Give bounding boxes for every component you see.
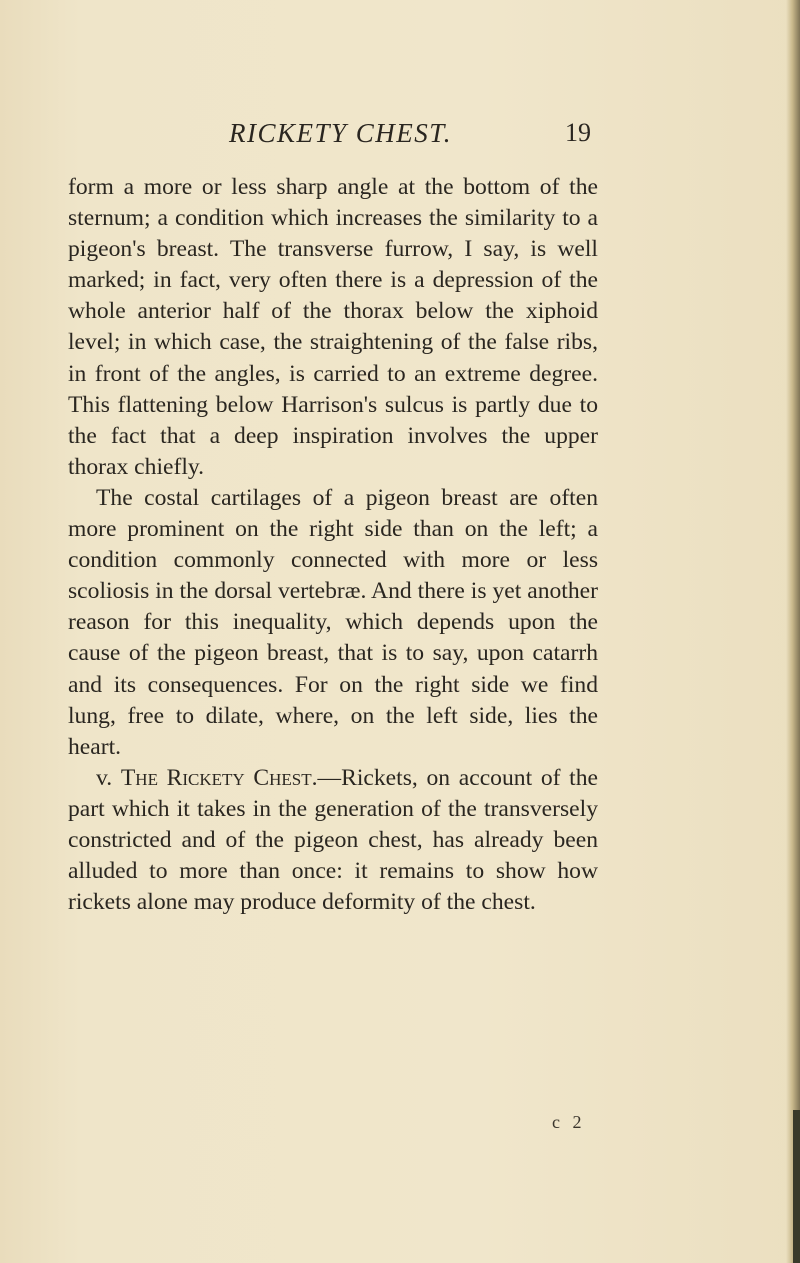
section-numeral: v.: [96, 764, 113, 791]
page-header: [0, 118, 800, 158]
body-text: [68, 172, 598, 918]
signature-mark: c 2: [552, 1112, 586, 1132]
section-text: —Rickets, on account of the part which it takes in the generation of the transversely constricted and of the pigeon chest, has already been alluded to more than once: it remains to show how rickets alone may produce deformity of the chest.: [68, 764, 598, 916]
page-edge-mark: [793, 1110, 800, 1263]
page-edge-shadow: [786, 0, 800, 1263]
paragraph-continuation: form a more or less sharp angle at the bottom of the sternum; a condition which increases the similarity to a pigeon's breast. The transverse furrow, I say, is well marked; in fact, very often there is a depression of the whole anterior half of the thorax below the xiphoid level; in which case, the straightening of the false ribs, in front of the angles, is carried to an extreme degree. This flattening below Harrison's sulcus is partly due to the fact that a deep inspiration involves the upper thorax chiefly.: [68, 174, 598, 480]
running-title: RICKETY CHEST.: [229, 118, 453, 148]
paragraph-costal-cartilages: The costal cartilages of a pigeon breast are often more prominent on the right side than on the left; a condition commonly connected with more or less scoliosis in the dorsal vertebræ. And there is yet another reason for this inequality, which depends upon the cause of the pigeon breast, that is to say, upon catarrh and its consequences. For on the right side we find lung, free to dilate, where, on the left side, lies the heart.: [68, 484, 598, 760]
paragraph-rickety-chest: [68, 763, 598, 918]
section-heading: The Rickety Chest.: [120, 764, 318, 791]
page-number: 19: [565, 118, 591, 147]
